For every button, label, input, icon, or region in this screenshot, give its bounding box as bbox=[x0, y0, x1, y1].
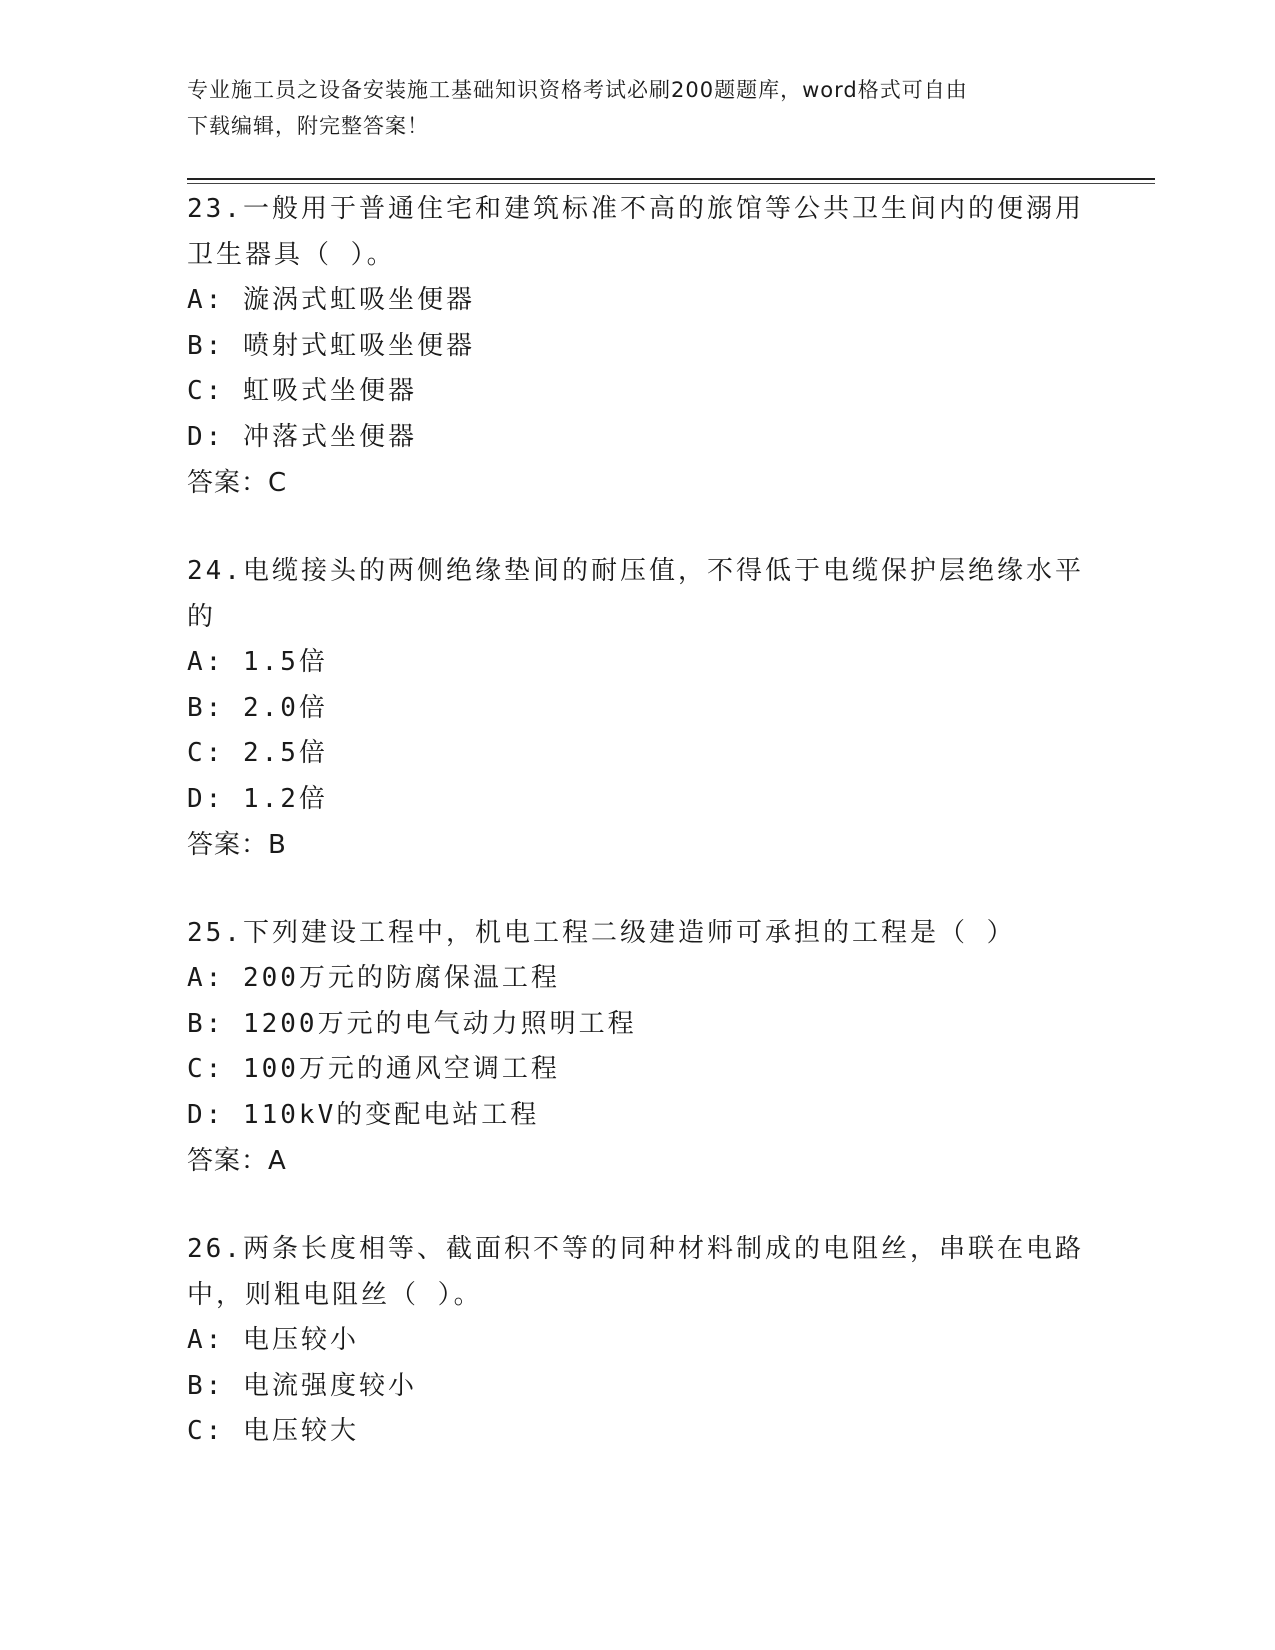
option-a: A: 1.5倍 bbox=[187, 647, 328, 677]
option-c: C: 电压较大 bbox=[187, 1416, 359, 1446]
question-stem-cont: 卫生器具（ ）。 bbox=[187, 240, 396, 270]
question-24 bbox=[187, 548, 1087, 868]
question-stem-cont: 中，则粗电阻丝（ ）。 bbox=[187, 1280, 483, 1310]
option-d: D: 1.2倍 bbox=[187, 783, 328, 814]
question-26 bbox=[187, 1226, 1087, 1455]
header-line-2: 下载编辑，附完整答案！ bbox=[187, 114, 429, 138]
answer: 答案：B bbox=[187, 830, 287, 860]
option-c: C: 虹吸式坐便器 bbox=[187, 376, 417, 406]
question-list bbox=[187, 186, 1087, 1497]
answer: 答案：A bbox=[187, 1146, 287, 1176]
question-25 bbox=[187, 910, 1087, 1184]
option-b: B: 1200万元的电气动力照明工程 bbox=[187, 1008, 637, 1039]
option-a: A: 电压较小 bbox=[187, 1325, 359, 1355]
option-d: D: 冲落式坐便器 bbox=[187, 421, 417, 452]
question-stem: 25.下列建设工程中，机电工程二级建造师可承担的工程是（ ） bbox=[187, 918, 1016, 948]
question-stem: 24.电缆接头的两侧绝缘垫间的耐压值，不得低于电缆保护层绝缘水平 bbox=[187, 556, 1084, 586]
header-divider bbox=[187, 178, 1155, 180]
question-stem: 23.一般用于普通住宅和建筑标准不高的旅馆等公共卫生间内的便溺用 bbox=[187, 194, 1084, 224]
question-stem-cont: 的 bbox=[187, 602, 217, 632]
option-d: D: 110kV的变配电站工程 bbox=[187, 1099, 540, 1130]
option-b: B: 电流强度较小 bbox=[187, 1370, 417, 1401]
option-b: B: 2.0倍 bbox=[187, 692, 328, 723]
option-a: A: 200万元的防腐保温工程 bbox=[187, 963, 560, 993]
option-c: C: 2.5倍 bbox=[187, 738, 328, 768]
question-stem: 26.两条长度相等、截面积不等的同种材料制成的电阻丝，串联在电路 bbox=[187, 1234, 1084, 1264]
option-a: A: 漩涡式虹吸坐便器 bbox=[187, 285, 475, 315]
option-c: C: 100万元的通风空调工程 bbox=[187, 1054, 560, 1084]
answer: 答案：C bbox=[187, 468, 288, 498]
header-line-1: 专业施工员之设备安装施工基础知识资格考试必刷200题题库，word格式可自由 bbox=[187, 78, 968, 102]
question-23 bbox=[187, 186, 1087, 506]
header-divider-thin bbox=[187, 183, 1155, 184]
document-header bbox=[187, 72, 1087, 144]
option-b: B: 喷射式虹吸坐便器 bbox=[187, 330, 475, 361]
